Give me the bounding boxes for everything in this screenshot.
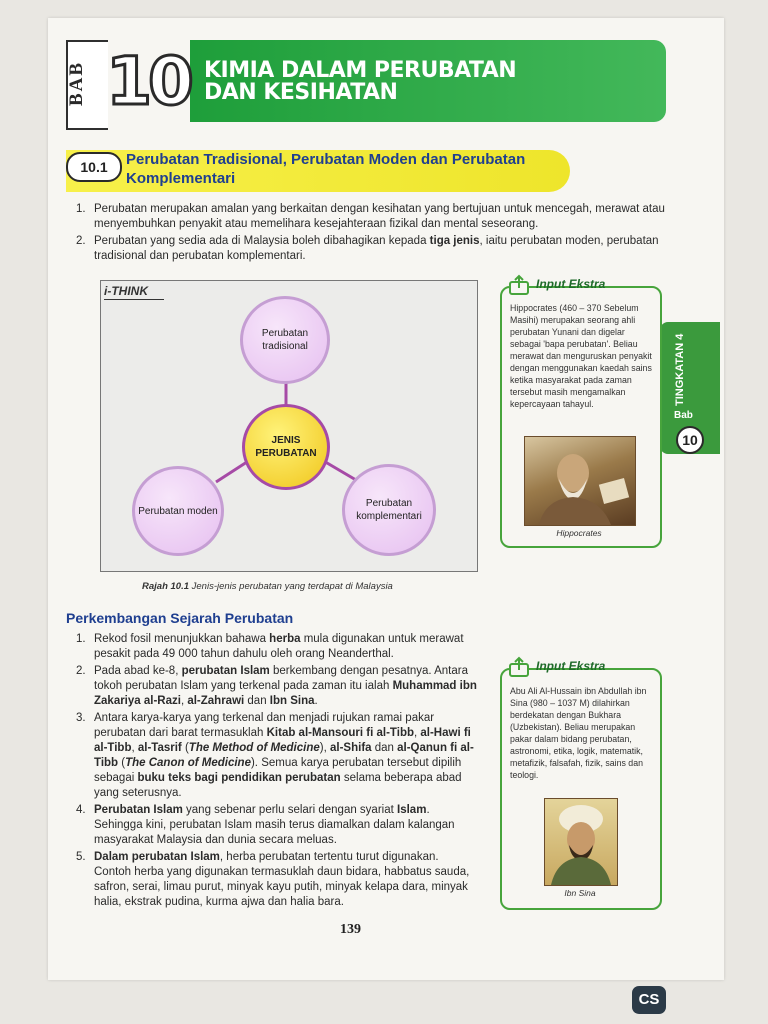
item-text-segment: Rekod fosil menunjukkan bahawa bbox=[94, 633, 270, 645]
history-item-4 bbox=[76, 803, 478, 848]
portrait-caption: Hippocrates bbox=[556, 528, 602, 538]
side-bab-number: 10 bbox=[676, 426, 704, 454]
item-text-segment: The Canon of Medicine bbox=[125, 757, 251, 769]
item-text-segment: al-Shifa bbox=[330, 742, 372, 754]
history-item-1 bbox=[76, 632, 478, 662]
history-item-3 bbox=[76, 711, 478, 801]
item-text-bold: tiga jenis bbox=[429, 235, 480, 247]
history-item-2 bbox=[76, 664, 478, 709]
hippocrates-figure bbox=[525, 437, 635, 525]
input-ekstra-title: Input Ekstra bbox=[536, 277, 606, 291]
item-text-segment: al-Zahrawi bbox=[187, 695, 245, 707]
ibn-sina-figure bbox=[545, 799, 617, 885]
section-title: Perubatan Tradisional, Perubatan Moden dan Perubatan Komplementari bbox=[126, 151, 526, 187]
item-text-segment: Ibn Sina bbox=[269, 695, 315, 707]
item-text: Perubatan merupakan amalan yang berkaitan dengan kesihatan yang bertujuan untuk mencegah, merawat atau menyembuhkan penyakit atau memelihara kesejahteraan fizikal dan mental seseorang. bbox=[94, 203, 665, 230]
item-text-before: Perubatan yang sedia ada di Malaysia boleh dibahagikan kepada bbox=[94, 235, 430, 247]
tingkatan-label: TINGKATAN 4 bbox=[674, 333, 686, 407]
node-moden: Perubatan moden bbox=[132, 466, 224, 556]
input-ekstra-icon bbox=[508, 656, 532, 678]
item-text-segment: al-Hawi fi al-Tibb bbox=[94, 727, 471, 754]
item-text-segment: , bbox=[414, 727, 421, 739]
item-number: 3. bbox=[76, 712, 86, 724]
hippocrates-portrait bbox=[524, 436, 636, 526]
section-number: 10.1 bbox=[66, 152, 122, 182]
item-text-segment: Perubatan Islam bbox=[94, 804, 183, 816]
side-bab-label: Bab bbox=[674, 410, 693, 421]
bab-label: BAB bbox=[66, 60, 87, 106]
item-text-segment: selama beberapa abad yang seterusnya. bbox=[94, 772, 462, 799]
history-heading: Perkembangan Sejarah Perubatan bbox=[66, 610, 294, 626]
item-text-after: , iaitu perubatan moden, perubatan tradisional dan perubatan komplementari. bbox=[94, 235, 659, 262]
chapter-number: 10 bbox=[106, 43, 190, 120]
history-list bbox=[76, 632, 478, 912]
item-number: 5. bbox=[76, 851, 86, 863]
item-text-segment: Antara karya-karya yang terkenal dan menjadi rujukan ramai pakar perubatan dari barat termasuklah bbox=[94, 712, 435, 739]
item-text-segment: mula digunakan untuk merawat pesakit pada 49 000 tahun dahulu oleh orang Neanderthal. bbox=[94, 633, 464, 660]
chapter-title bbox=[204, 60, 516, 104]
ibn-sina-portrait bbox=[544, 798, 618, 886]
item-number: 4. bbox=[76, 804, 86, 816]
item-text-segment: herba bbox=[269, 633, 301, 645]
item-text-segment: yang sebenar perlu selari dengan syariat bbox=[182, 804, 398, 816]
intro-list bbox=[76, 202, 666, 266]
input-ekstra-title: Input Ekstra bbox=[536, 659, 606, 673]
item-text-segment: ), bbox=[319, 742, 331, 754]
input-ekstra-text: Abu Ali Al-Hussain ibn Abdullah ibn Sina (980 – 1037 M) dilahirkan berdekatan dengan Bukhara (Uzbekistan). Beliau merupakan pakar dalam bidang perubatan, astronomi, etika, logik, matematik, metafizik, falsafah, fizik, sains dan teologi. bbox=[510, 686, 647, 780]
item-text-segment: Dalam perubatan Islam bbox=[94, 851, 220, 863]
node-tradisional: Perubatan tradisional bbox=[240, 296, 330, 384]
intro-item-1 bbox=[76, 202, 666, 232]
item-text-segment: ( bbox=[118, 757, 126, 769]
item-text-segment: Kitab al-Mansouri fi al-Tibb bbox=[266, 727, 414, 739]
item-text-segment: Muhammad ibn Zakariya al-Razi bbox=[94, 680, 477, 707]
item-number: 2. bbox=[76, 235, 86, 247]
chapter-title-line2: DAN KESIHATAN bbox=[204, 80, 398, 105]
caption-text: Jenis-jenis perubatan yang terdapat di Malaysia bbox=[191, 581, 393, 592]
item-text-segment: ). Semua karya perubatan tersebut dipilih sebagai bbox=[94, 757, 462, 784]
history-item-5 bbox=[76, 850, 478, 910]
node-komplementari: Perubatan komplementari bbox=[342, 464, 436, 556]
chapter-title-line1: KIMIA DALAM PERUBATAN bbox=[204, 58, 517, 83]
item-text-segment: buku teks bagi pendidikan perubatan bbox=[137, 772, 341, 784]
portrait-caption: Ibn Sina bbox=[564, 888, 596, 898]
item-text-segment: The Method of Medicine bbox=[188, 742, 320, 754]
connector-right bbox=[322, 460, 356, 480]
input-ekstra-icon bbox=[508, 274, 532, 296]
page-number: 139 bbox=[340, 922, 361, 937]
item-text-segment: al-Qanun fi al-Tibb bbox=[94, 742, 474, 769]
figure-caption bbox=[142, 581, 393, 592]
scanner-app-badge: CS bbox=[632, 986, 666, 1014]
node-center-jenis-perubatan: JENIS PERUBATAN bbox=[242, 404, 330, 490]
item-text-segment: , bbox=[180, 695, 188, 707]
item-text-segment: . bbox=[314, 695, 318, 707]
item-text-segment: al-Tasrif bbox=[137, 742, 182, 754]
intro-item-2 bbox=[76, 234, 666, 264]
item-text-segment: Islam bbox=[397, 804, 427, 816]
ithink-label: i-THINK bbox=[104, 284, 148, 298]
item-number: 2. bbox=[76, 665, 86, 677]
caption-prefix: Rajah 10.1 bbox=[142, 581, 189, 592]
item-text-segment: dan bbox=[371, 742, 398, 754]
item-text-segment: perubatan Islam bbox=[181, 665, 270, 677]
item-text-segment: dan bbox=[244, 695, 270, 707]
item-text-segment: , herba perubatan tertentu turut digunakan. Contoh herba yang digunakan termasuklah daun bidara, habbatus sauda, safron, serai, limau purut, minyak kayu putih, minyak kelapa dara, minyak halia, ekstrak pudina, kurma ajwa dan halia bara. bbox=[94, 851, 470, 908]
item-text-segment: berkembang dengan pesatnya. Antara tokoh perubatan Islam yang terkenal pada zaman itu ialah bbox=[94, 665, 468, 692]
item-number: 1. bbox=[76, 633, 86, 645]
input-ekstra-text: Hippocrates (460 – 370 Sebelum Masihi) merupakan seorang ahli perubatan Yunani dan digelar sebagai 'bapa perubatan'. Beliau merawat dan menguruskan penyakit dengan menggunakan kaedah sains ketika masyarakat pada zaman tersebut masih mengamalkan kepercayaan tahayul. bbox=[510, 303, 652, 409]
item-text-segment: , bbox=[131, 742, 138, 754]
item-text-segment: ( bbox=[181, 742, 189, 754]
item-number: 1. bbox=[76, 203, 86, 215]
item-text-segment: Pada abad ke-8, bbox=[94, 665, 182, 677]
item-text-segment: . Sehingga kini, perubatan Islam masih terus diamalkan dalam kalangan masyarakat Malaysia dan dunia secara meluas. bbox=[94, 804, 455, 846]
